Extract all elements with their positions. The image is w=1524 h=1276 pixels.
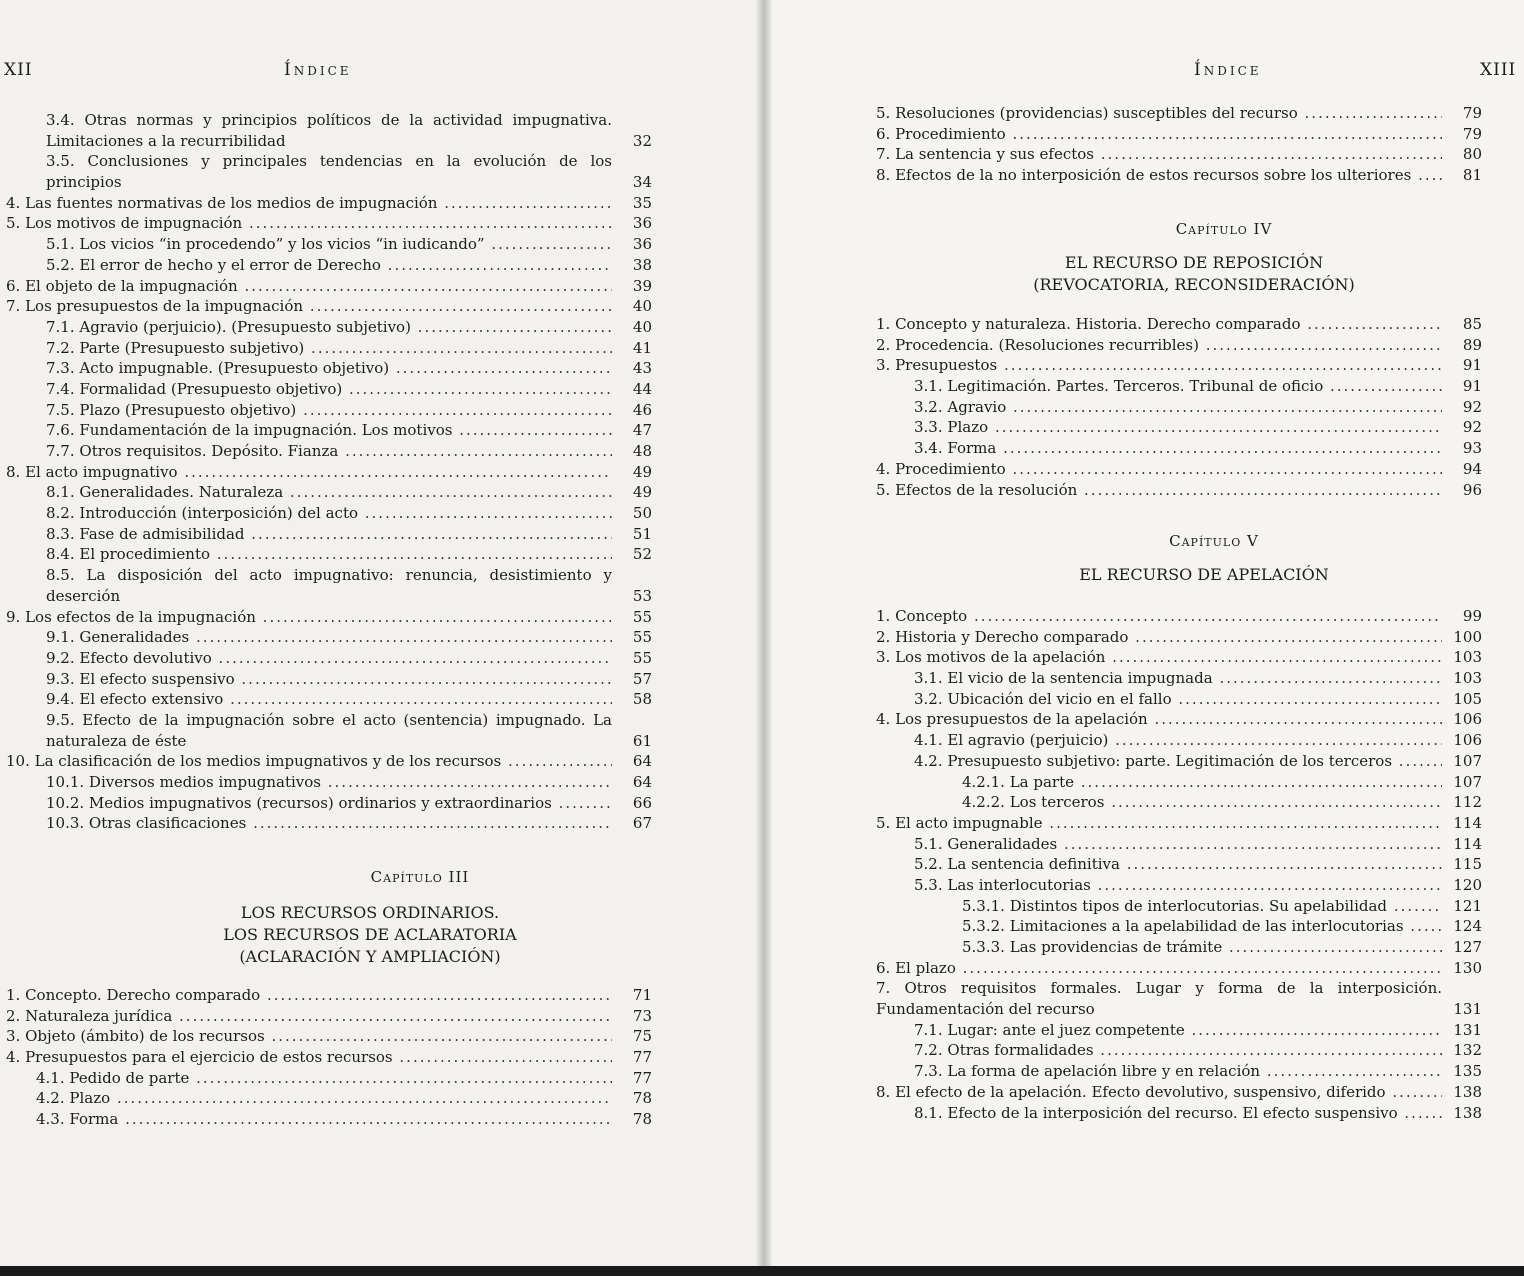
toc-entry-page: 78 xyxy=(632,1110,652,1129)
toc-entry-page: 66 xyxy=(632,793,652,812)
toc-entry-title: 9. Los efectos de la impugnación ..... xyxy=(6,607,612,628)
toc-entry xyxy=(876,480,1482,501)
toc-entry-page: 36 xyxy=(632,235,652,254)
toc-entry-title: 7.2. Otras formalidades ..... xyxy=(914,1040,1442,1061)
toc-entry xyxy=(876,459,1482,480)
chapter-heading xyxy=(1074,218,1374,240)
toc-entry-title: 3.3. Plazo ..... xyxy=(914,417,1442,438)
toc-list xyxy=(876,314,1482,500)
toc-entry xyxy=(0,400,652,421)
toc-entry-title: 4. Presupuestos para el ejercicio de estos recursos ..... xyxy=(6,1047,612,1068)
toc-entry-title: 8.1. Efecto de la interposición del recurso. El efecto suspensivo ..... xyxy=(914,1103,1442,1124)
toc-entry-page: 80 xyxy=(1462,145,1482,164)
toc-entry xyxy=(876,335,1482,356)
toc-entry-title: 7. Los presupuestos de la impugnación ..... xyxy=(6,296,612,317)
toc-entry-title: 3.4. Otras normas y principios políticos de la actividad impugnativa. Limitaciones a la recurribilidad xyxy=(46,110,612,150)
chapter-title-line: (ACLARACIÓN Y AMPLIACIÓN) xyxy=(239,947,501,966)
toc-entry-title: 8.3. Fase de admisibilidad ..... xyxy=(46,524,612,545)
toc-entry-title: 2. Naturaleza jurídica ..... xyxy=(6,1006,612,1027)
toc-entry-title: 9.5. Efecto de la impugnación sobre el acto (sentencia) impugnado. La naturaleza de éste xyxy=(46,710,612,750)
toc-entry xyxy=(0,110,652,151)
chapter-label: Capítulo IV xyxy=(1175,220,1273,238)
toc-entry-page: 106 xyxy=(1453,710,1482,729)
toc-entry-title: 5. El acto impugnable ..... xyxy=(876,813,1442,834)
toc-entry-title: 1. Concepto y naturaleza. Historia. Derecho comparado ..... xyxy=(876,314,1442,335)
toc-entry-title: 4.1. Pedido de parte ..... xyxy=(36,1068,612,1089)
toc-entry-page: 43 xyxy=(632,359,652,378)
toc-entry-page: 47 xyxy=(632,421,652,440)
toc-entry xyxy=(0,772,652,793)
toc-entry-page: 71 xyxy=(632,986,652,1004)
toc-entry-page: 52 xyxy=(632,545,652,564)
toc-entry-page: 130 xyxy=(1453,958,1482,977)
toc-entry xyxy=(876,730,1482,751)
toc-entry-title: 2. Procedencia. (Resoluciones recurribles) ..... xyxy=(876,335,1442,356)
toc-entry xyxy=(876,438,1482,459)
toc-entry-title: 5.2. La sentencia definitiva ..... xyxy=(914,854,1442,875)
toc-entry-title: 4.1. El agravio (perjuicio) ..... xyxy=(914,730,1442,751)
toc-entry xyxy=(876,1082,1482,1103)
toc-entry xyxy=(876,958,1482,979)
toc-entry-title: 3.4. Forma ..... xyxy=(914,438,1442,459)
toc-entry-page: 64 xyxy=(632,752,652,771)
toc-entry-title: 6. Procedimiento ..... xyxy=(876,124,1442,145)
toc-entry-page: 38 xyxy=(632,255,652,274)
toc-entry-page: 55 xyxy=(632,628,652,647)
toc-entry-title: 3.1. Legitimación. Partes. Terceros. Tribunal de oficio ..... xyxy=(914,376,1442,397)
toc-entry xyxy=(0,985,652,1006)
toc-entry-page: 92 xyxy=(1462,397,1482,416)
toc-entry-page: 48 xyxy=(632,442,652,461)
toc-entry-title: 3.5. Conclusiones y principales tendencias en la evolución de los principios xyxy=(46,152,612,192)
toc-entry xyxy=(0,669,652,690)
toc-entry-title: 5.2. El error de hecho y el error de Derecho ..... xyxy=(46,255,612,276)
toc-entry-page: 107 xyxy=(1453,772,1482,791)
toc-entry xyxy=(876,1061,1482,1082)
toc-entry xyxy=(0,441,652,462)
toc-entry-page: 135 xyxy=(1453,1062,1482,1081)
toc-entry-page: 78 xyxy=(632,1089,652,1108)
toc-entry-title: 7.1. Agravio (perjuicio). (Presupuesto subjetivo) ..... xyxy=(46,317,612,338)
toc-entry-page: 64 xyxy=(632,773,652,792)
toc-entry xyxy=(0,607,652,628)
toc-entry-page: 127 xyxy=(1453,938,1482,956)
toc-entry-page: 103 xyxy=(1453,669,1482,688)
toc-entry-page: 107 xyxy=(1453,751,1482,770)
toc-entry-title: 4.2.1. La parte ..... xyxy=(962,772,1442,793)
toc-list xyxy=(876,606,1482,1123)
toc-entry xyxy=(0,234,652,255)
toc-entry-page: 79 xyxy=(1462,124,1482,143)
toc-entry xyxy=(876,709,1482,730)
chapter-title xyxy=(150,902,590,968)
chapter-heading xyxy=(1094,530,1334,552)
toc-entry-page: 114 xyxy=(1453,834,1482,853)
toc-entry-title: 8. Efectos de la no interposición de estos recursos sobre los ulteriores ..... xyxy=(876,165,1442,186)
toc-entry-title: 5. Resoluciones (providencias) susceptibles del recurso ..... xyxy=(876,103,1442,124)
toc-entry-title: 7.4. Formalidad (Presupuesto objetivo) ..... xyxy=(46,379,612,400)
toc-entry xyxy=(876,978,1482,1019)
toc-entry-page: 73 xyxy=(632,1006,652,1025)
toc-entry xyxy=(876,854,1482,875)
toc-entry xyxy=(876,751,1482,772)
toc-entry-title: 10. La clasificación de los medios impugnativos y de los recursos ..... xyxy=(6,751,612,772)
toc-entry xyxy=(876,668,1482,689)
toc-list xyxy=(0,985,652,1130)
toc-entry xyxy=(0,358,652,379)
toc-entry-page: 124 xyxy=(1453,917,1482,936)
toc-entry-title: 8.4. El procedimiento ..... xyxy=(46,544,612,565)
toc-entry-title: 3. Presupuestos ..... xyxy=(876,355,1442,376)
toc-entry xyxy=(876,937,1482,958)
right-page xyxy=(764,0,1524,1268)
toc-entry xyxy=(0,276,652,297)
toc-entry-title: 9.3. El efecto suspensivo ..... xyxy=(46,669,612,690)
toc-entry xyxy=(0,193,652,214)
toc-entry-title: 5.1. Generalidades ..... xyxy=(914,834,1442,855)
toc-entry-title: 4.3. Forma ..... xyxy=(36,1109,612,1130)
toc-entry xyxy=(0,338,652,359)
toc-entry-title: 2. Historia y Derecho comparado ..... xyxy=(876,627,1442,648)
toc-entry-page: 67 xyxy=(632,814,652,833)
toc-entry xyxy=(876,376,1482,397)
toc-entry-page: 114 xyxy=(1453,813,1482,832)
toc-entry-title: 7.6. Fundamentación de la impugnación. Los motivos ..... xyxy=(46,420,612,441)
toc-entry xyxy=(876,1103,1482,1124)
chapter-title-line: LOS RECURSOS ORDINARIOS. xyxy=(240,903,500,922)
running-title: Índice xyxy=(284,60,352,80)
toc-entry xyxy=(0,813,652,834)
toc-entry xyxy=(0,565,652,606)
toc-entry-title: 8. El acto impugnativo ..... xyxy=(6,462,612,483)
toc-entry xyxy=(0,503,652,524)
toc-entry-title: 5.3. Las interlocutorias ..... xyxy=(914,875,1442,896)
toc-entry xyxy=(0,1109,652,1130)
toc-entry xyxy=(0,151,652,192)
chapter-title-line: EL RECURSO DE APELACIÓN xyxy=(1079,565,1329,584)
toc-entry-title: 4. Las fuentes normativas de los medios de impugnación ..... xyxy=(6,193,612,214)
toc-entry xyxy=(876,916,1482,937)
book-gutter xyxy=(756,0,772,1268)
chapter-title xyxy=(964,252,1424,296)
toc-entry-title: 6. El objeto de la impugnación ..... xyxy=(6,276,612,297)
toc-entry-page: 112 xyxy=(1453,793,1482,812)
toc-entry xyxy=(876,165,1482,186)
toc-entry-page: 85 xyxy=(1462,315,1482,333)
toc-entry xyxy=(876,896,1482,917)
toc-entry-title: 5. Los motivos de impugnación ..... xyxy=(6,213,612,234)
toc-entry xyxy=(0,420,652,441)
toc-entry-title: 7.1. Lugar: ante el juez competente ..... xyxy=(914,1020,1442,1041)
toc-entry-page: 39 xyxy=(632,276,652,295)
toc-entry xyxy=(876,792,1482,813)
toc-entry-title: 7. La sentencia y sus efectos ..... xyxy=(876,144,1442,165)
toc-entry xyxy=(0,462,652,483)
toc-entry xyxy=(0,213,652,234)
toc-entry xyxy=(876,875,1482,896)
toc-entry-title: 3. Objeto (ámbito) de los recursos ..... xyxy=(6,1026,612,1047)
toc-entry-title: 1. Concepto ..... xyxy=(876,606,1442,627)
toc-entry xyxy=(0,482,652,503)
toc-entry xyxy=(0,627,652,648)
toc-entry-page: 131 xyxy=(1453,1000,1482,1019)
toc-entry-page: 40 xyxy=(632,297,652,316)
toc-entry xyxy=(876,813,1482,834)
chapter-title-line: EL RECURSO DE REPOSICIÓN xyxy=(1064,253,1324,272)
bottom-edge xyxy=(0,1266,1524,1276)
toc-entry-page: 103 xyxy=(1453,648,1482,667)
toc-entry xyxy=(876,689,1482,710)
toc-entry-page: 121 xyxy=(1453,896,1482,915)
toc-entry xyxy=(876,314,1482,335)
toc-entry xyxy=(0,1047,652,1068)
toc-entry-page: 81 xyxy=(1462,166,1482,185)
toc-entry-title: 3.2. Agravio ..... xyxy=(914,397,1442,418)
toc-entry-title: 8.1. Generalidades. Naturaleza ..... xyxy=(46,482,612,503)
toc-entry xyxy=(876,417,1482,438)
left-page xyxy=(0,0,764,1268)
toc-entry-page: 77 xyxy=(632,1048,652,1067)
toc-entry xyxy=(876,397,1482,418)
toc-entry-title: 8. El efecto de la apelación. Efecto devolutivo, suspensivo, diferido ..... xyxy=(876,1082,1442,1103)
toc-entry-title: 4. Los presupuestos de la apelación ..... xyxy=(876,709,1442,730)
toc-entry xyxy=(876,103,1482,124)
toc-entry xyxy=(876,647,1482,668)
toc-entry-title: 9.1. Generalidades ..... xyxy=(46,627,612,648)
toc-entry-page: 55 xyxy=(632,607,652,626)
toc-entry-title: 4. Procedimiento ..... xyxy=(876,459,1442,480)
toc-entry-title: 6. El plazo ..... xyxy=(876,958,1442,979)
toc-entry-page: 32 xyxy=(632,131,652,150)
toc-entry-page: 50 xyxy=(632,504,652,523)
toc-entry-page: 106 xyxy=(1453,731,1482,750)
toc-entry-page: 49 xyxy=(632,483,652,502)
toc-entry xyxy=(876,834,1482,855)
toc-entry-title: 1. Concepto. Derecho comparado ..... xyxy=(6,985,612,1006)
toc-entry-page: 35 xyxy=(632,193,652,212)
toc-entry xyxy=(876,1040,1482,1061)
toc-entry-title: 7.7. Otros requisitos. Depósito. Fianza ..... xyxy=(46,441,612,462)
toc-entry-page: 61 xyxy=(632,731,652,750)
toc-entry-page: 79 xyxy=(1462,104,1482,122)
toc-entry xyxy=(0,689,652,710)
toc-entry-title: 9.2. Efecto devolutivo ..... xyxy=(46,648,612,669)
toc-entry-title: 7.3. La forma de apelación libre y en relación ..... xyxy=(914,1061,1442,1082)
toc-entry-title: 10.1. Diversos medios impugnativos ..... xyxy=(46,772,612,793)
toc-entry-title: 7.5. Plazo (Presupuesto objetivo) ..... xyxy=(46,400,612,421)
toc-entry-page: 96 xyxy=(1462,480,1482,499)
toc-entry xyxy=(0,751,652,772)
toc-entry xyxy=(876,772,1482,793)
page-folio: XIII xyxy=(1480,60,1517,80)
toc-entry-page: 91 xyxy=(1462,356,1482,375)
toc-list xyxy=(876,103,1482,186)
toc-entry-page: 40 xyxy=(632,317,652,336)
toc-entry xyxy=(0,1068,652,1089)
toc-entry xyxy=(876,124,1482,145)
toc-entry-page: 34 xyxy=(632,173,652,192)
toc-entry-title: 4.2. Presupuesto subjetivo: parte. Legitimación de los terceros ..... xyxy=(914,751,1442,772)
chapter-heading xyxy=(200,866,640,888)
toc-entry xyxy=(0,317,652,338)
toc-entry xyxy=(0,1088,652,1109)
toc-entry-title: 5.3.1. Distintos tipos de interlocutorias. Su apelabilidad ..... xyxy=(962,896,1442,917)
toc-entry-title: 7.3. Acto impugnable. (Presupuesto objetivo) ..... xyxy=(46,358,612,379)
toc-entry-page: 44 xyxy=(632,379,652,398)
toc-entry-page: 92 xyxy=(1462,418,1482,437)
running-title: Índice xyxy=(1194,60,1262,80)
chapter-label: Capítulo V xyxy=(1169,532,1259,550)
toc-entry-title: 4.2.2. Los terceros ..... xyxy=(962,792,1442,813)
toc-entry-title: 3.2. Ubicación del vicio en el fallo ..... xyxy=(914,689,1442,710)
toc-entry-page: 46 xyxy=(632,400,652,419)
chapter-title-line: (REVOCATORIA, RECONSIDERACIÓN) xyxy=(1033,275,1355,294)
toc-entry-page: 75 xyxy=(632,1027,652,1046)
toc-entry xyxy=(876,627,1482,648)
toc-entry xyxy=(0,379,652,400)
toc-entry-page: 49 xyxy=(632,462,652,481)
toc-entry-title: 3.1. El vicio de la sentencia impugnada ..... xyxy=(914,668,1442,689)
toc-entry xyxy=(0,524,652,545)
toc-entry-title: 10.2. Medios impugnativos (recursos) ordinarios y extraordinarios ..... xyxy=(46,793,612,814)
toc-entry-title: 10.3. Otras clasificaciones ..... xyxy=(46,813,612,834)
toc-entry-page: 55 xyxy=(632,648,652,667)
toc-entry xyxy=(0,793,652,814)
toc-entry xyxy=(876,1020,1482,1041)
toc-entry xyxy=(0,544,652,565)
toc-entry xyxy=(0,710,652,751)
toc-entry-title: 7.2. Parte (Presupuesto subjetivo) ..... xyxy=(46,338,612,359)
toc-entry xyxy=(876,144,1482,165)
toc-entry-page: 131 xyxy=(1453,1020,1482,1039)
toc-entry-page: 93 xyxy=(1462,439,1482,458)
toc-entry-title: 7. Otros requisitos formales. Lugar y forma de la interposición. Fundamentación del recurso xyxy=(876,979,1442,1019)
toc-entry-page: 100 xyxy=(1453,627,1482,646)
toc-entry-title: 8.5. La disposición del acto impugnativo: renuncia, desistimiento y deserción xyxy=(46,566,612,605)
toc-entry-page: 94 xyxy=(1462,459,1482,478)
toc-entry-page: 51 xyxy=(632,524,652,543)
toc-entry-title: 4.2. Plazo ..... xyxy=(36,1088,612,1109)
toc-entry-page: 99 xyxy=(1462,607,1482,625)
toc-entry-title: 5. Efectos de la resolución ..... xyxy=(876,480,1442,501)
toc-entry-title: 5.3.3. Las providencias de trámite ..... xyxy=(962,937,1442,958)
toc-entry-page: 53 xyxy=(632,586,652,605)
chapter-label: Capítulo III xyxy=(370,868,470,886)
toc-entry xyxy=(876,355,1482,376)
toc-entry-page: 36 xyxy=(632,214,652,233)
toc-entry xyxy=(0,1026,652,1047)
toc-entry-page: 105 xyxy=(1453,689,1482,708)
toc-entry-title: 9.4. El efecto extensivo ..... xyxy=(46,689,612,710)
toc-entry-title: 3. Los motivos de la apelación ..... xyxy=(876,647,1442,668)
toc-entry-page: 58 xyxy=(632,690,652,709)
toc-entry xyxy=(0,648,652,669)
toc-entry-page: 115 xyxy=(1453,855,1482,874)
toc-entry-page: 132 xyxy=(1453,1041,1482,1060)
toc-entry xyxy=(876,606,1482,627)
page-folio: XII xyxy=(4,60,33,80)
toc-entry-title: 5.1. Los vicios “in procedendo” y los vicios “in iudicando” ..... xyxy=(46,234,612,255)
toc-entry-page: 77 xyxy=(632,1068,652,1087)
chapter-title xyxy=(1014,564,1394,586)
toc-entry-page: 41 xyxy=(632,338,652,357)
toc-entry-page: 89 xyxy=(1462,335,1482,354)
toc-entry-page: 120 xyxy=(1453,875,1482,894)
toc-entry-page: 138 xyxy=(1453,1082,1482,1101)
toc-entry-page: 91 xyxy=(1462,377,1482,396)
chapter-title-line: LOS RECURSOS DE ACLARATORIA xyxy=(223,925,517,944)
toc-entry-title: 8.2. Introducción (interposición) del acto ..... xyxy=(46,503,612,524)
toc-list xyxy=(0,110,652,834)
toc-entry xyxy=(0,296,652,317)
toc-entry-page: 57 xyxy=(632,669,652,688)
toc-entry-title: 5.3.2. Limitaciones a la apelabilidad de las interlocutorias ..... xyxy=(962,916,1442,937)
toc-entry xyxy=(0,1006,652,1027)
toc-entry-page: 138 xyxy=(1453,1103,1482,1122)
toc-entry xyxy=(0,255,652,276)
